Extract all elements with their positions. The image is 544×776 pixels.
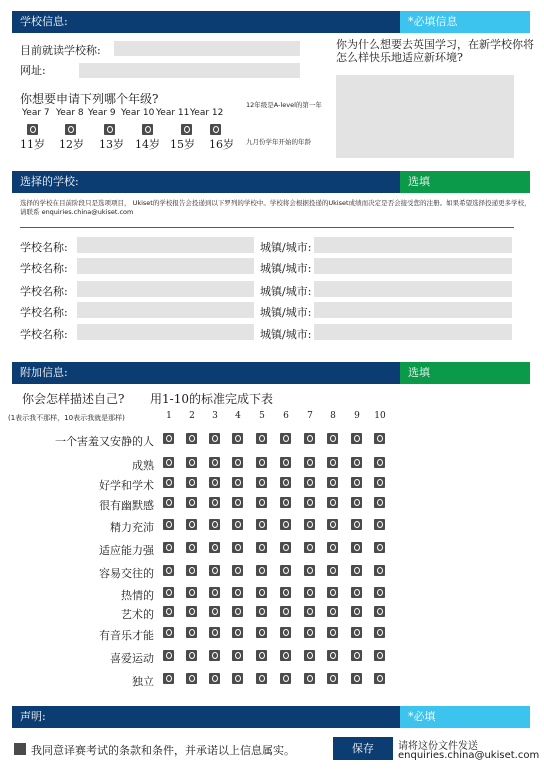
- trait-label: 容易交往的: [99, 567, 154, 580]
- school-name-label: 学校名称:: [20, 328, 68, 341]
- trait-rating-checkbox[interactable]: [256, 542, 267, 553]
- scale-number: 4: [235, 411, 241, 421]
- additional-info-tag: 选填: [400, 362, 530, 384]
- send-email: enquiries.china@ukiset.com: [398, 750, 540, 761]
- trait-rating-checkbox[interactable]: [304, 565, 315, 576]
- city-field[interactable]: [314, 281, 512, 297]
- age-label: 15岁: [170, 138, 195, 151]
- age-label: 14岁: [135, 138, 160, 151]
- trait-rating-checkbox[interactable]: [280, 587, 291, 598]
- trait-rating-checkbox[interactable]: [351, 606, 362, 617]
- trait-rating-checkbox[interactable]: [351, 565, 362, 576]
- send-text-line1: 请将这份文件发送: [398, 741, 478, 752]
- trait-rating-checkbox[interactable]: [374, 606, 385, 617]
- trait-rating-checkbox[interactable]: [351, 587, 362, 598]
- age-label: 13岁: [99, 138, 124, 151]
- trait-rating-checkbox[interactable]: [186, 477, 197, 488]
- declaration-header: 声明:: [12, 706, 400, 728]
- school-name-field[interactable]: [77, 324, 254, 340]
- year-checkbox[interactable]: [142, 124, 153, 135]
- trait-rating-checkbox[interactable]: [186, 497, 197, 508]
- trait-rating-checkbox[interactable]: [186, 519, 197, 530]
- trait-rating-checkbox[interactable]: [163, 565, 174, 576]
- trait-rating-checkbox[interactable]: [256, 519, 267, 530]
- city-label: 城镇/城市:: [260, 262, 312, 275]
- trait-rating-checkbox[interactable]: [256, 565, 267, 576]
- trait-rating-checkbox[interactable]: [186, 542, 197, 553]
- trait-rating-checkbox[interactable]: [351, 497, 362, 508]
- trait-rating-checkbox[interactable]: [327, 650, 338, 661]
- trait-rating-checkbox[interactable]: [256, 673, 267, 684]
- trait-rating-checkbox[interactable]: [163, 542, 174, 553]
- scale-number: 10: [374, 411, 386, 421]
- trait-rating-checkbox[interactable]: [280, 565, 291, 576]
- city-field[interactable]: [314, 237, 512, 253]
- city-label: 城镇/城市:: [260, 285, 312, 298]
- school-name-label: 学校名称:: [20, 306, 68, 319]
- trait-rating-checkbox[interactable]: [351, 477, 362, 488]
- trait-rating-checkbox[interactable]: [186, 606, 197, 617]
- grade-question: 你想要申请下列哪个年级?: [20, 92, 159, 106]
- trait-rating-checkbox[interactable]: [232, 519, 243, 530]
- trait-rating-checkbox[interactable]: [304, 542, 315, 553]
- trait-rating-checkbox[interactable]: [232, 565, 243, 576]
- trait-rating-checkbox[interactable]: [163, 477, 174, 488]
- trait-rating-checkbox[interactable]: [186, 457, 197, 468]
- trait-rating-checkbox[interactable]: [256, 650, 267, 661]
- trait-rating-checkbox[interactable]: [327, 457, 338, 468]
- trait-rating-checkbox[interactable]: [327, 565, 338, 576]
- trait-rating-checkbox[interactable]: [280, 606, 291, 617]
- trait-rating-checkbox[interactable]: [374, 477, 385, 488]
- trait-rating-checkbox[interactable]: [374, 542, 385, 553]
- website-field[interactable]: [79, 63, 300, 78]
- trait-rating-checkbox[interactable]: [327, 519, 338, 530]
- trait-rating-checkbox[interactable]: [256, 433, 267, 444]
- trait-rating-checkbox[interactable]: [304, 627, 315, 638]
- trait-rating-checkbox[interactable]: [163, 650, 174, 661]
- school-info-header: 学校信息:: [12, 11, 400, 33]
- trait-rating-checkbox[interactable]: [374, 587, 385, 598]
- age-note: 九月份学年开始的年龄: [246, 138, 311, 146]
- trait-rating-checkbox[interactable]: [351, 519, 362, 530]
- agree-text: 我同意译赛考试的条款和条件，并承诺以上信息属实。: [31, 744, 295, 757]
- trait-rating-checkbox[interactable]: [351, 650, 362, 661]
- trait-rating-checkbox[interactable]: [327, 587, 338, 598]
- trait-rating-checkbox[interactable]: [374, 650, 385, 661]
- trait-rating-checkbox[interactable]: [232, 587, 243, 598]
- city-field[interactable]: [314, 258, 512, 274]
- trait-rating-checkbox[interactable]: [351, 627, 362, 638]
- school-name-field[interactable]: [77, 237, 254, 253]
- trait-rating-checkbox[interactable]: [327, 673, 338, 684]
- trait-rating-checkbox[interactable]: [163, 497, 174, 508]
- trait-rating-checkbox[interactable]: [327, 497, 338, 508]
- trait-rating-checkbox[interactable]: [280, 457, 291, 468]
- trait-rating-checkbox[interactable]: [256, 457, 267, 468]
- year-checkbox[interactable]: [27, 124, 38, 135]
- city-label: 城镇/城市:: [260, 306, 312, 319]
- describe-question: 你会怎样描述自己?: [22, 392, 125, 406]
- trait-rating-checkbox[interactable]: [186, 627, 197, 638]
- school-name-label: 学校名称:: [20, 241, 68, 254]
- trait-rating-checkbox[interactable]: [327, 477, 338, 488]
- trait-rating-checkbox[interactable]: [163, 587, 174, 598]
- trait-label: 艺术的: [121, 608, 154, 621]
- divider: [20, 227, 514, 228]
- trait-rating-checkbox[interactable]: [304, 433, 315, 444]
- scale-number: 3: [212, 411, 218, 421]
- trait-rating-checkbox[interactable]: [280, 542, 291, 553]
- trait-rating-checkbox[interactable]: [280, 433, 291, 444]
- scale-number: 7: [307, 411, 313, 421]
- trait-label: 成熟: [132, 459, 154, 472]
- trait-rating-checkbox[interactable]: [327, 627, 338, 638]
- scale-number: 5: [259, 411, 265, 421]
- trait-rating-checkbox[interactable]: [374, 673, 385, 684]
- trait-label: 好学和学术: [99, 479, 154, 492]
- trait-rating-checkbox[interactable]: [186, 650, 197, 661]
- scale-instruction: 用1-10的标准完成下表: [150, 392, 273, 406]
- trait-rating-checkbox[interactable]: [186, 673, 197, 684]
- trait-label: 有音乐才能: [99, 629, 154, 642]
- year-checkbox[interactable]: [181, 124, 192, 135]
- trait-rating-checkbox[interactable]: [280, 519, 291, 530]
- scale-number: 1: [166, 411, 172, 421]
- trait-rating-checkbox[interactable]: [232, 542, 243, 553]
- age-label: 11岁: [20, 138, 45, 151]
- trait-rating-checkbox[interactable]: [256, 627, 267, 638]
- trait-rating-checkbox[interactable]: [304, 650, 315, 661]
- trait-label: 喜爱运动: [110, 652, 154, 665]
- trait-rating-checkbox[interactable]: [209, 477, 220, 488]
- age-label: 12岁: [59, 138, 84, 151]
- trait-rating-checkbox[interactable]: [232, 650, 243, 661]
- city-field[interactable]: [314, 324, 512, 340]
- trait-rating-checkbox[interactable]: [209, 542, 220, 553]
- trait-rating-checkbox[interactable]: [186, 565, 197, 576]
- trait-rating-checkbox[interactable]: [280, 627, 291, 638]
- trait-label: 精力充沛: [110, 521, 154, 534]
- trait-rating-checkbox[interactable]: [209, 587, 220, 598]
- school-name-label: 学校名称:: [20, 285, 68, 298]
- year-label: Year 12: [190, 108, 224, 118]
- current-school-field[interactable]: [114, 41, 300, 56]
- trait-rating-checkbox[interactable]: [163, 519, 174, 530]
- trait-rating-checkbox[interactable]: [327, 433, 338, 444]
- trait-rating-checkbox[interactable]: [351, 673, 362, 684]
- trait-label: 独立: [132, 675, 154, 688]
- year-checkbox[interactable]: [65, 124, 76, 135]
- scale-number: 6: [283, 411, 289, 421]
- year-label: Year 11: [156, 108, 190, 118]
- trait-rating-checkbox[interactable]: [232, 606, 243, 617]
- trait-rating-checkbox[interactable]: [256, 477, 267, 488]
- trait-rating-checkbox[interactable]: [209, 457, 220, 468]
- trait-rating-checkbox[interactable]: [256, 606, 267, 617]
- trait-rating-checkbox[interactable]: [374, 433, 385, 444]
- year-label: Year 9: [88, 108, 116, 118]
- a-level-note: 12年级是A-level的第一年: [246, 101, 322, 109]
- trait-rating-checkbox[interactable]: [209, 673, 220, 684]
- trait-rating-checkbox[interactable]: [232, 673, 243, 684]
- selected-schools-description: 选择的学校在目前阶段只是选项项目， Ukiset的学校报告会投递到以下罗列的学校中。学校将会根据投递的Ukiset成绩而决定是否会接受您的注册。如果希望选择投递更多学校，请联系 enquiries.china@ukiset.com: [20, 199, 531, 216]
- trait-rating-checkbox[interactable]: [327, 606, 338, 617]
- website-label: 网址:: [20, 64, 46, 77]
- year-label: Year 8: [56, 108, 84, 118]
- trait-rating-checkbox[interactable]: [232, 433, 243, 444]
- scale-number: 2: [189, 411, 195, 421]
- trait-rating-checkbox[interactable]: [280, 477, 291, 488]
- trait-rating-checkbox[interactable]: [256, 497, 267, 508]
- city-field[interactable]: [314, 302, 512, 318]
- trait-rating-checkbox[interactable]: [186, 587, 197, 598]
- trait-rating-checkbox[interactable]: [351, 457, 362, 468]
- trait-rating-checkbox[interactable]: [280, 673, 291, 684]
- trait-rating-checkbox[interactable]: [304, 497, 315, 508]
- trait-rating-checkbox[interactable]: [163, 627, 174, 638]
- trait-rating-checkbox[interactable]: [304, 519, 315, 530]
- trait-rating-checkbox[interactable]: [256, 587, 267, 598]
- trait-rating-checkbox[interactable]: [232, 477, 243, 488]
- trait-rating-checkbox[interactable]: [351, 542, 362, 553]
- trait-rating-checkbox[interactable]: [304, 673, 315, 684]
- declaration-required-tag: *必填: [400, 706, 530, 728]
- agree-checkbox[interactable]: [14, 743, 26, 755]
- trait-label: 热情的: [121, 589, 154, 602]
- trait-rating-checkbox[interactable]: [209, 497, 220, 508]
- trait-rating-checkbox[interactable]: [209, 606, 220, 617]
- required-tag: *必填信息: [400, 11, 530, 33]
- trait-rating-checkbox[interactable]: [209, 519, 220, 530]
- save-button[interactable]: 保存: [333, 737, 393, 760]
- trait-rating-checkbox[interactable]: [186, 433, 197, 444]
- trait-rating-checkbox[interactable]: [163, 606, 174, 617]
- why-uk-question: 你为什么想要去英国学习，在新学校你将怎么样快乐地适应新环境?: [336, 38, 534, 64]
- scale-number: 9: [354, 411, 360, 421]
- trait-rating-checkbox[interactable]: [163, 457, 174, 468]
- trait-rating-checkbox[interactable]: [209, 650, 220, 661]
- year-checkbox[interactable]: [104, 124, 115, 135]
- school-name-field[interactable]: [77, 281, 254, 297]
- scale-number: 8: [330, 411, 336, 421]
- trait-rating-checkbox[interactable]: [232, 627, 243, 638]
- trait-rating-checkbox[interactable]: [232, 497, 243, 508]
- trait-rating-checkbox[interactable]: [280, 650, 291, 661]
- trait-rating-checkbox[interactable]: [209, 565, 220, 576]
- scale-note: (1表示我不那样，10表示我就是那样): [8, 414, 125, 422]
- age-label: 16岁: [209, 138, 234, 151]
- trait-rating-checkbox[interactable]: [304, 587, 315, 598]
- school-name-label: 学校名称:: [20, 262, 68, 275]
- city-label: 城镇/城市:: [260, 328, 312, 341]
- school-name-field[interactable]: [77, 258, 254, 274]
- city-label: 城镇/城市:: [260, 241, 312, 254]
- trait-rating-checkbox[interactable]: [163, 433, 174, 444]
- school-name-field[interactable]: [77, 302, 254, 318]
- trait-rating-checkbox[interactable]: [209, 433, 220, 444]
- trait-rating-checkbox[interactable]: [209, 627, 220, 638]
- trait-label: 适应能力强: [99, 544, 154, 557]
- trait-label: 一个害羞又安静的人: [55, 435, 154, 448]
- trait-rating-checkbox[interactable]: [374, 457, 385, 468]
- trait-rating-checkbox[interactable]: [280, 497, 291, 508]
- trait-rating-checkbox[interactable]: [374, 497, 385, 508]
- trait-rating-checkbox[interactable]: [374, 565, 385, 576]
- trait-rating-checkbox[interactable]: [374, 519, 385, 530]
- year-checkbox[interactable]: [210, 124, 221, 135]
- trait-rating-checkbox[interactable]: [163, 673, 174, 684]
- trait-rating-checkbox[interactable]: [351, 433, 362, 444]
- trait-label: 很有幽默感: [99, 499, 154, 512]
- additional-info-header: 附加信息:: [12, 362, 400, 384]
- current-school-label: 目前就读学校称:: [20, 44, 101, 57]
- selected-schools-header: 选择的学校:: [12, 171, 400, 193]
- trait-rating-checkbox[interactable]: [304, 606, 315, 617]
- trait-rating-checkbox[interactable]: [232, 457, 243, 468]
- trait-rating-checkbox[interactable]: [304, 457, 315, 468]
- trait-rating-checkbox[interactable]: [304, 477, 315, 488]
- why-uk-answer[interactable]: [336, 75, 514, 158]
- selected-schools-tag: 选填: [400, 171, 530, 193]
- year-label: Year 10: [121, 108, 155, 118]
- year-label: Year 7: [22, 108, 50, 118]
- trait-rating-checkbox[interactable]: [374, 627, 385, 638]
- trait-rating-checkbox[interactable]: [327, 542, 338, 553]
